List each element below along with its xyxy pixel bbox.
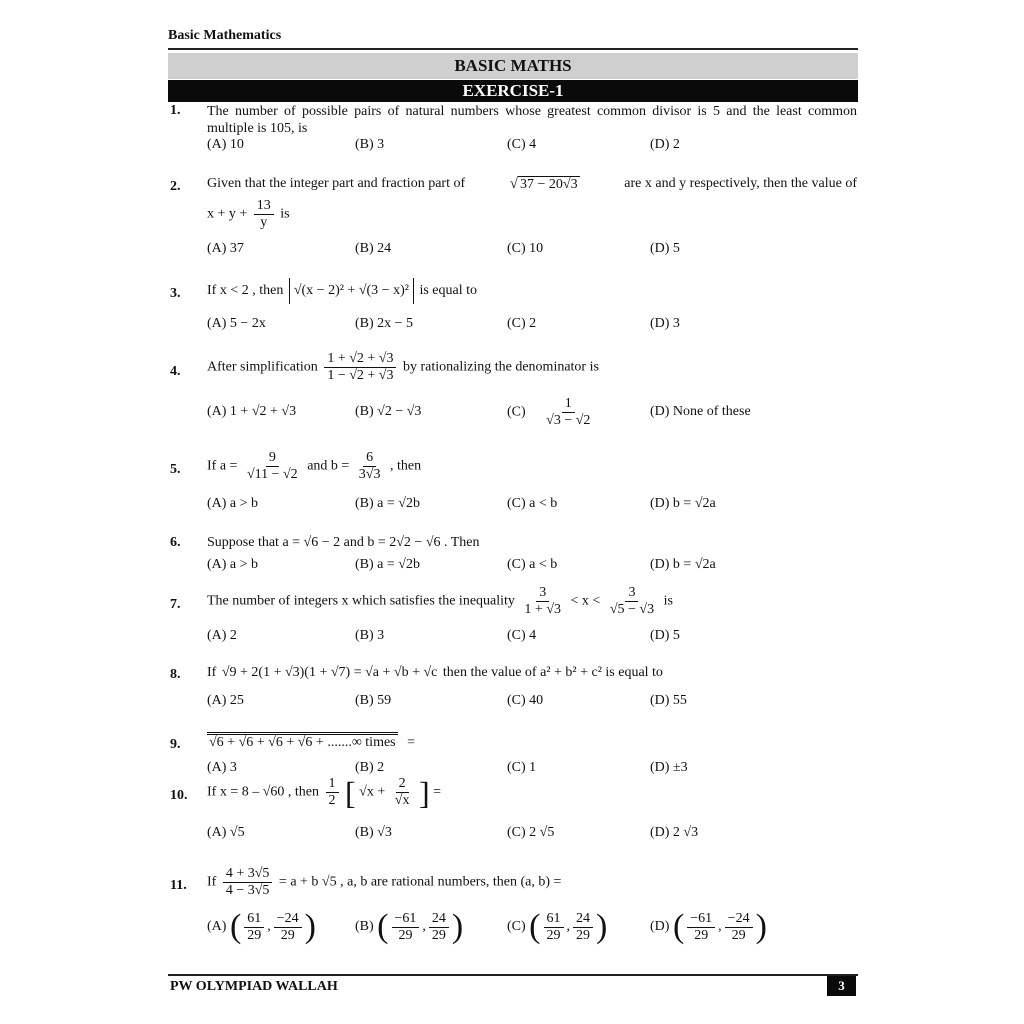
- option-a: (A) a > b: [207, 496, 259, 511]
- option-d: (D) 3: [650, 316, 680, 331]
- absolute-expression: √(x − 2)² + √(3 − x)²: [293, 283, 409, 299]
- question-text-part: are x and y respectively, then the value of: [624, 176, 857, 191]
- option-b: (B) a = √2b: [355, 496, 420, 511]
- running-header: Basic Mathematics: [168, 28, 282, 43]
- option-b: (B) 3: [355, 137, 385, 152]
- option-c: (C) 40: [507, 693, 544, 708]
- option-c: (C) a < b: [507, 557, 558, 572]
- footer-brand: PW OLYMPIAD WALLAH: [170, 979, 338, 994]
- question-number: 10.: [170, 788, 188, 803]
- option-b: (B) 24: [355, 241, 392, 256]
- radical-expression: √6 + √6 + √6 + √6 + .......∞ times: [207, 732, 398, 750]
- option-c: (C) 2: [507, 316, 537, 331]
- page-number: 3: [827, 976, 856, 996]
- option-d: (D) b = √2a: [650, 557, 716, 572]
- question-text: [207, 176, 857, 193]
- question-text: After simplification $\frac{1 + √2 + √3}{1 - √2 + √3}$ by rationalizing the denominator is: [207, 351, 599, 383]
- option-d: (D) b = √2a: [650, 496, 716, 511]
- option-c: (C) 4: [507, 137, 537, 152]
- question-number: 7.: [170, 597, 181, 612]
- radical-expression: √ 37 − 20√3: [509, 176, 578, 192]
- option-b: (B) 3: [355, 628, 385, 643]
- question-number: 4.: [170, 364, 181, 379]
- question-text: √6 + √6 + √6 + √6 + .......∞ times =: [207, 735, 415, 751]
- option-c: (C) 2 √5: [507, 825, 555, 840]
- question-number: 6.: [170, 535, 181, 550]
- question-number: 5.: [170, 462, 181, 477]
- option-b: (B) 2x − 5: [355, 316, 414, 331]
- option-b: (B) √2 − √3: [355, 404, 422, 419]
- exercise-title: EXERCISE-1: [168, 80, 858, 102]
- question-text: If x = 8 – √60 , then $\frac{1}{2}$ [ √x + $\frac{2}{√x}$ ] =: [207, 774, 442, 811]
- option-a: (A) √5: [207, 825, 245, 840]
- page-title: BASIC MATHS: [168, 53, 858, 79]
- option-d: (D) ( $\frac{-61}{29}$ , $\frac{-24}{29}$ ): [650, 908, 767, 945]
- question-number: 1.: [170, 103, 181, 118]
- question-number: 9.: [170, 737, 181, 752]
- question-text: Suppose that a = √6 − 2 and b = 2√2 − √6 . Then: [207, 535, 480, 550]
- question-text: If √9 + 2(1 + √3)(1 + √7) = √a + √b + √c then the value of a² + b² + c² is equal to: [207, 665, 663, 680]
- option-d: (D) 2 √3: [650, 825, 699, 840]
- option-a: (A) 3: [207, 760, 237, 775]
- option-d: (D) 5: [650, 241, 680, 256]
- option-d: (D) 2: [650, 137, 680, 152]
- question-number: 11.: [170, 878, 187, 893]
- option-a: (A) 10: [207, 137, 244, 152]
- option-a: (A) 5 − 2x: [207, 316, 266, 331]
- option-d: (D) ±3: [650, 760, 688, 775]
- footer-rule: [168, 974, 858, 976]
- question-expression: x + y + $\frac{13}{y}$ is: [207, 198, 290, 230]
- option-d: (D) 5: [650, 628, 680, 643]
- question-number: 3.: [170, 286, 181, 301]
- question-number: 2.: [170, 179, 181, 194]
- question-text: If $\frac{4 + 3√5}{4 - 3√5}$ = a + b √5 , a, b are rational numbers, then (a, b) =: [207, 866, 562, 898]
- header-rule: [168, 48, 858, 50]
- question-text: If a = $\frac{9}{√11 - √2}$ and b = $\frac{6}{3√3}$ , then: [207, 450, 422, 482]
- option-a: (A) ( $\frac{61}{29}$ , $\frac{-24}{29}$ ): [207, 908, 316, 945]
- option-b: (B) 2: [355, 760, 385, 775]
- question-text-part: Given that the integer part and fraction part of: [207, 176, 466, 191]
- option-c: (C) 10: [507, 241, 544, 256]
- question-text: The number of possible pairs of natural numbers whose greatest common divisor is 5 and the least common multiple is 105, is: [207, 104, 857, 136]
- option-c: (C) 4: [507, 628, 537, 643]
- option-a: (A) 25: [207, 693, 244, 708]
- radical-expression: √9 + 2(1 + √3)(1 + √7) = √a + √b + √c: [221, 665, 438, 680]
- option-b: (B) ( $\frac{-61}{29}$ , $\frac{24}{29}$ ): [355, 908, 464, 945]
- option-b: (B) √3: [355, 825, 392, 840]
- option-b: (B) 59: [355, 693, 392, 708]
- option-d: (D) None of these: [650, 404, 751, 419]
- question-number: 8.: [170, 667, 181, 682]
- question-text: The number of integers x which satisfies the inequality $\frac{3}{1 + √3}$ < x < $\frac{3}{√5 - √3}$ is: [207, 585, 673, 617]
- option-c: (C) $\frac{1}{√3 - √2}$: [507, 396, 591, 428]
- option-a: (A) 1 + √2 + √3: [207, 404, 297, 419]
- option-d: (D) 55: [650, 693, 687, 708]
- option-a: (A) 2: [207, 628, 237, 643]
- option-c: (C) 1: [507, 760, 537, 775]
- option-a: (A) a > b: [207, 557, 259, 572]
- option-c: (C) a < b: [507, 496, 558, 511]
- question-text: If x < 2 , then √(x − 2)² + √(3 − x)² is equal to: [207, 278, 477, 304]
- option-c: (C) ( $\frac{61}{29}$ , $\frac{24}{29}$ ): [507, 908, 608, 945]
- option-b: (B) a = √2b: [355, 557, 420, 572]
- option-a: (A) 37: [207, 241, 244, 256]
